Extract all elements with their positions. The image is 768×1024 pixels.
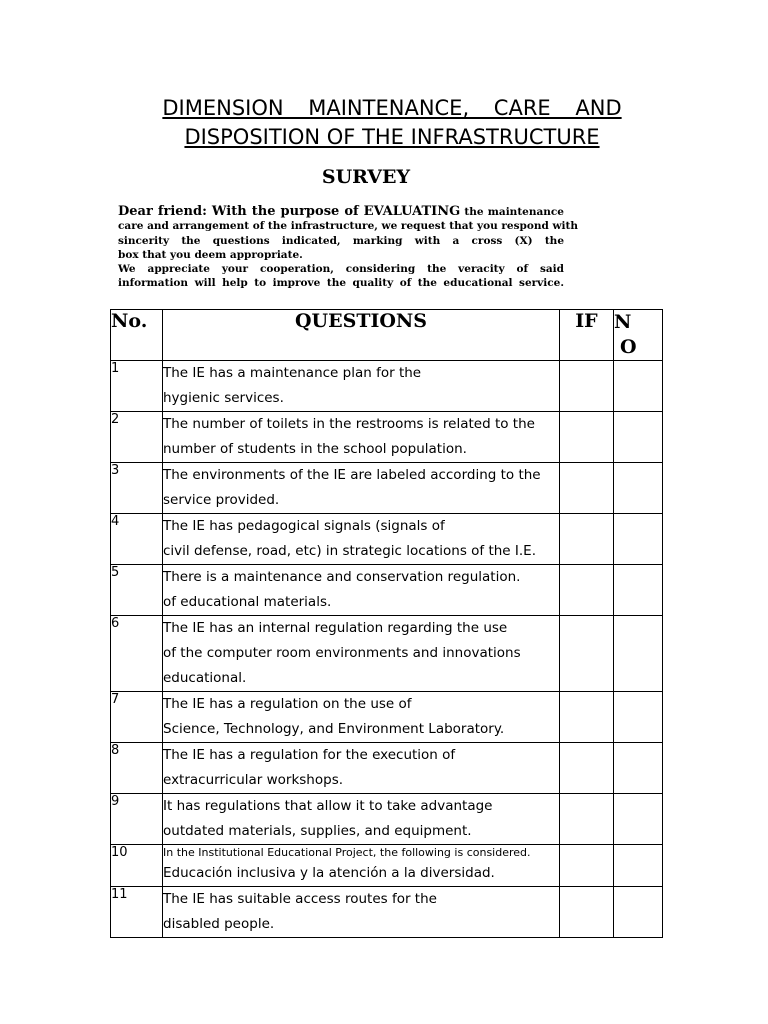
- question-text-line: In the Institutional Educational Project, the following is considered.: [163, 846, 531, 859]
- header-if: IF: [560, 310, 614, 361]
- header-number: No.: [111, 310, 163, 361]
- answer-if-box[interactable]: [560, 887, 614, 938]
- question-text-line: Science, Technology, and Environment Laboratory.: [163, 721, 505, 737]
- row-number: 3: [111, 463, 163, 514]
- answer-no-box[interactable]: [614, 463, 663, 514]
- question-text-line: It has regulations that allow it to take advantage: [163, 798, 493, 814]
- table-row: [111, 743, 663, 794]
- title-line-2: DISPOSITION OF THE INFRASTRUCTURE: [184, 125, 600, 149]
- question-cell: [163, 565, 560, 616]
- question-cell: [163, 463, 560, 514]
- survey-subtitle: SURVEY: [321, 166, 411, 188]
- header-questions: QUESTIONS: [163, 310, 560, 361]
- answer-if-box[interactable]: [560, 743, 614, 794]
- answer-no-box[interactable]: [614, 412, 663, 463]
- question-text-line: The IE has a maintenance plan for the: [163, 365, 422, 381]
- row-number: 10: [111, 845, 163, 887]
- answer-no-box[interactable]: [614, 514, 663, 565]
- question-cell: [163, 887, 560, 938]
- table-row: [111, 887, 663, 938]
- row-number: 4: [111, 514, 163, 565]
- question-text-line: educational.: [163, 670, 247, 686]
- answer-no-box[interactable]: [614, 845, 663, 887]
- row-number: 9: [111, 794, 163, 845]
- question-text-line: The environments of the IE are labeled according to the: [163, 467, 541, 483]
- question-text-line: civil defense, road, etc) in strategic locations of the I.E.: [163, 543, 536, 559]
- question-text-line: The IE has an internal regulation regarding the use: [163, 620, 508, 636]
- question-cell: [163, 616, 560, 692]
- header-no: N O: [614, 310, 663, 361]
- answer-if-box[interactable]: [560, 794, 614, 845]
- answer-if-box[interactable]: [560, 692, 614, 743]
- intro-line-4: box that you deem appropriate.: [118, 248, 303, 261]
- question-text-line: service provided.: [163, 492, 280, 508]
- question-text-line: The IE has suitable access routes for the: [163, 891, 437, 907]
- question-text-line: of the computer room environments and innovations: [163, 645, 521, 661]
- table-row: [111, 616, 663, 692]
- table-row: [111, 361, 663, 412]
- answer-no-box[interactable]: [614, 616, 663, 692]
- intro-lead-rest: the maintenance: [460, 206, 564, 218]
- title-line-1: DIMENSION MAINTENANCE, CARE AND: [162, 96, 622, 120]
- table-row: [111, 412, 663, 463]
- row-number: 8: [111, 743, 163, 794]
- answer-if-box[interactable]: [560, 845, 614, 887]
- answer-if-box[interactable]: [560, 361, 614, 412]
- answer-if-box[interactable]: [560, 514, 614, 565]
- intro-lead: Dear friend: With the purpose of EVALUATING: [118, 204, 461, 219]
- answer-no-box[interactable]: [614, 692, 663, 743]
- question-cell: [163, 361, 560, 412]
- intro-line-3: sincerity the questions indicated, marking with a cross (X) the: [118, 234, 564, 247]
- row-number: 6: [111, 616, 163, 692]
- row-number: 5: [111, 565, 163, 616]
- answer-no-box[interactable]: [614, 794, 663, 845]
- intro-line-2: care and arrangement of the infrastructure, we request that you respond with: [118, 220, 579, 233]
- answer-if-box[interactable]: [560, 565, 614, 616]
- question-text-line: The number of toilets in the restrooms is related to the: [163, 416, 535, 432]
- question-text-line: disabled people.: [163, 916, 275, 932]
- question-text-line: There is a maintenance and conservation regulation.: [163, 569, 521, 585]
- table-row: [111, 845, 663, 887]
- question-text-line: outdated materials, supplies, and equipment.: [163, 823, 472, 839]
- question-text-line: The IE has a regulation for the execution of: [163, 747, 456, 763]
- table-header-row: [111, 310, 663, 361]
- intro-line-5: We appreciate your cooperation, considering the veracity of said: [118, 263, 564, 276]
- question-cell: [163, 412, 560, 463]
- table-row: [111, 692, 663, 743]
- intro-line-1: [118, 205, 564, 219]
- row-number: 1: [111, 361, 163, 412]
- answer-if-box[interactable]: [560, 463, 614, 514]
- survey-table: [110, 309, 663, 938]
- question-cell: [163, 514, 560, 565]
- question-text-line: The IE has pedagogical signals (signals of: [163, 518, 445, 534]
- question-cell: [163, 743, 560, 794]
- question-text-line: hygienic services.: [163, 390, 284, 406]
- question-cell: [163, 845, 560, 887]
- question-text-line: extracurricular workshops.: [163, 772, 344, 788]
- table-row: [111, 514, 663, 565]
- table-row: [111, 463, 663, 514]
- row-number: 2: [111, 412, 163, 463]
- table-body: [111, 361, 663, 938]
- question-text-line: number of students in the school population.: [163, 441, 467, 457]
- question-text-line: of educational materials.: [163, 594, 332, 610]
- row-number: 11: [111, 887, 163, 938]
- answer-no-box[interactable]: [614, 361, 663, 412]
- answer-no-box[interactable]: [614, 887, 663, 938]
- intro-paragraph: [118, 204, 579, 291]
- row-number: 7: [111, 692, 163, 743]
- question-text-line: The IE has a regulation on the use of: [163, 696, 412, 712]
- question-text-line: Educación inclusiva y la atención a la diversidad.: [163, 865, 495, 881]
- answer-no-box[interactable]: [614, 565, 663, 616]
- question-cell: [163, 794, 560, 845]
- answer-no-box[interactable]: [614, 743, 663, 794]
- answer-if-box[interactable]: [560, 616, 614, 692]
- question-cell: [163, 692, 560, 743]
- intro-line-6: information will help to improve the quality of the educational service.: [118, 277, 564, 290]
- document-title: [100, 94, 684, 152]
- table-row: [111, 565, 663, 616]
- answer-if-box[interactable]: [560, 412, 614, 463]
- table-row: [111, 794, 663, 845]
